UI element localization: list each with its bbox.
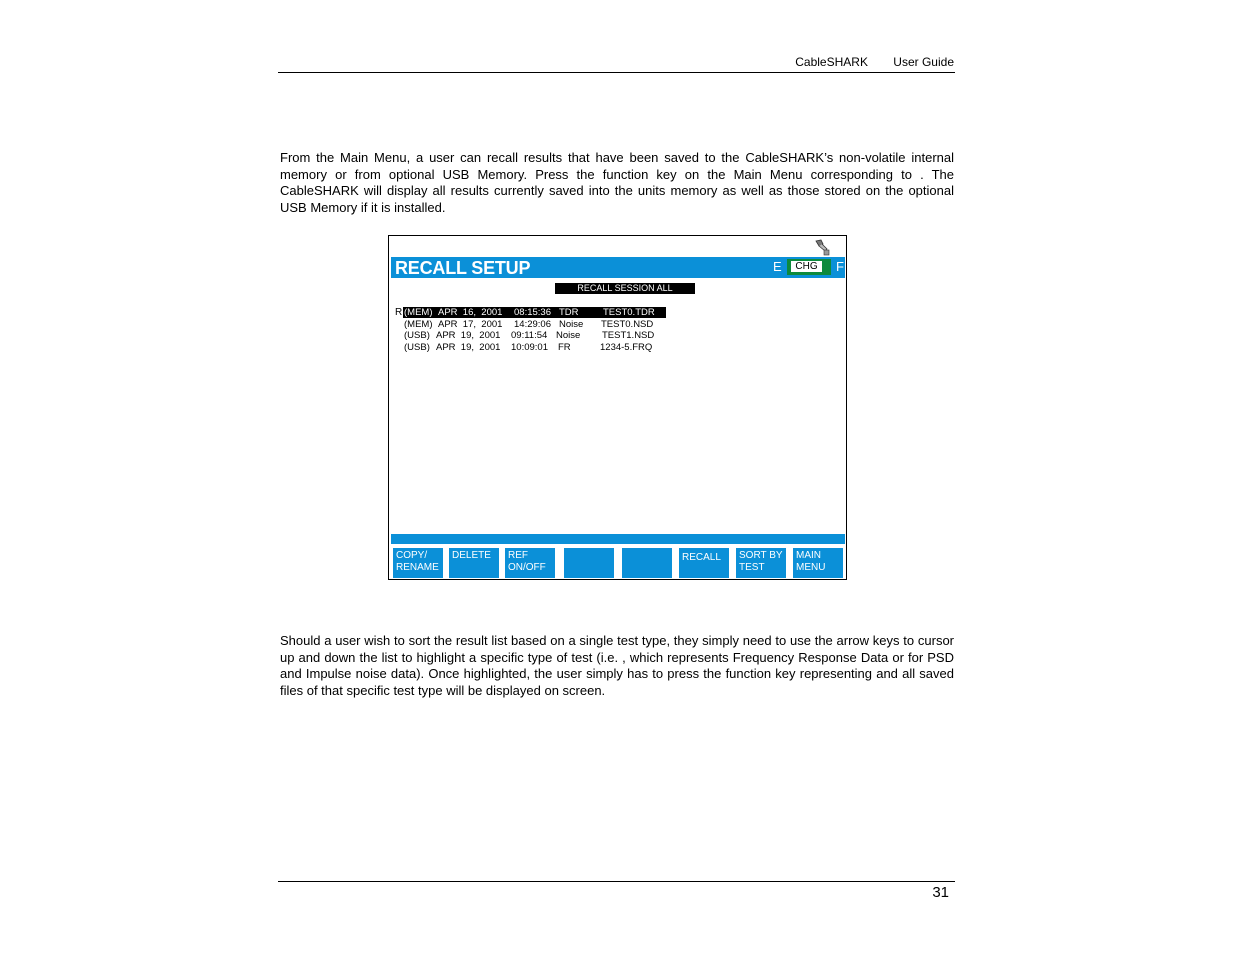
ref-on-off-button[interactable]: REF ON/OFF xyxy=(505,548,555,578)
delete-button[interactable]: DELETE xyxy=(449,548,499,578)
copy-rename-button[interactable]: COPY/ RENAME xyxy=(393,548,443,578)
result-row[interactable]: (USB) APR 19, 2001 09:11:54 Noise TEST1.NSD xyxy=(404,330,655,341)
indicator-e: E xyxy=(773,259,782,274)
main-menu-button[interactable]: MAIN MENU xyxy=(793,548,843,578)
screen-title: RECALL SETUP xyxy=(395,258,531,278)
chg-label: CHG xyxy=(791,261,822,272)
running-header xyxy=(773,55,954,69)
header-rule xyxy=(278,72,955,73)
session-label: RECALL SESSION ALL xyxy=(555,283,695,294)
result-row[interactable]: (MEM) APR 16, 2001 08:15:36 TDR TEST0.TDR xyxy=(403,307,666,318)
recall-button[interactable]: RECALL xyxy=(679,548,729,578)
blank-function-key-4[interactable] xyxy=(564,548,614,578)
sort-paragraph: Should a user wish to sort the result list based on a single test type, they simply need to use the arrow keys to cursor up and down the list to highlight a specific type of test (i.e. , which represents Frequency Response Data or for PSD and Impulse noise data). Once highlighted, the user simply has to press the function key representing and all saved files of that specific test type will be displayed on screen. xyxy=(280,633,954,698)
result-row[interactable]: (USB) APR 19, 2001 10:09:01 FR 1234-5.FRQ xyxy=(404,342,653,353)
result-row[interactable]: (MEM) APR 17, 2001 14:29:06 Noise TEST0.NSD xyxy=(404,319,654,330)
title-bar xyxy=(391,257,845,278)
page-number: 31 xyxy=(932,884,949,901)
usb-plug-icon xyxy=(813,238,831,256)
footer-rule xyxy=(278,881,955,882)
row-marker: R xyxy=(395,307,403,318)
indicator-f: F xyxy=(836,259,844,274)
recall-setup-screen xyxy=(388,235,847,580)
status-bar xyxy=(391,534,845,544)
charge-indicator xyxy=(787,259,831,275)
sort-by-test-button[interactable]: SORT BY TEST xyxy=(736,548,786,578)
intro-paragraph: From the Main Menu, a user can recall results that have been saved to the CableSHARK’s non-volatile internal memory or from optional USB Memory. Press the function key on the Main Menu corresponding to . The CableSHARK will display all results currently saved into the units memory as well as those stored on the optional USB Memory if it is installed. xyxy=(280,150,954,215)
blank-function-key-5[interactable] xyxy=(622,548,672,578)
header-product: CableSHARK xyxy=(795,55,868,69)
header-guide: User Guide xyxy=(893,55,954,69)
